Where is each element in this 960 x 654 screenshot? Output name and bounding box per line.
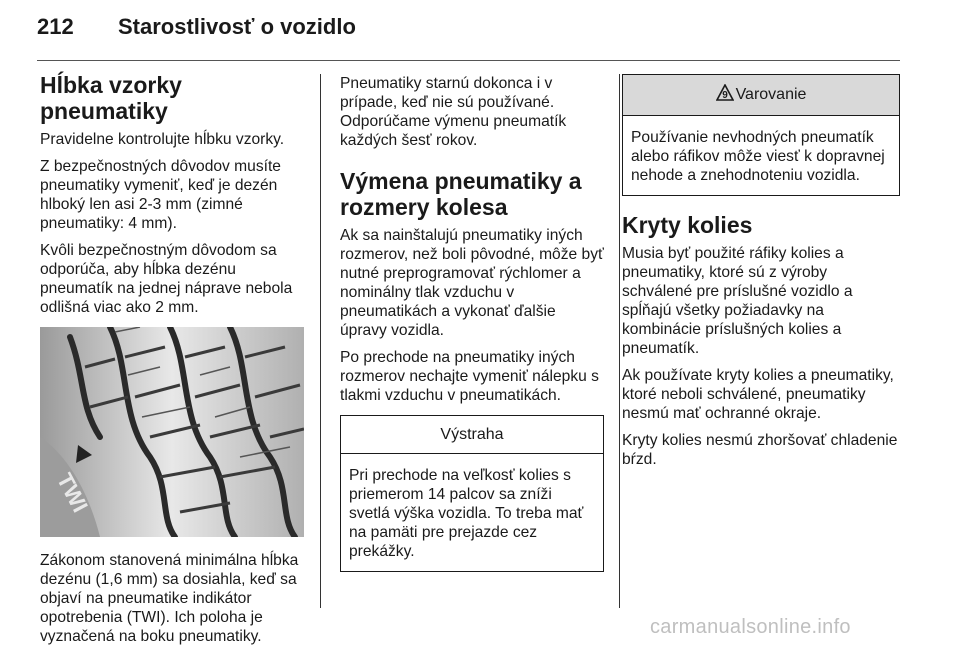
paragraph: Pravidelne kontrolujte hĺbku vzorky. — [40, 131, 285, 148]
twi-label: TWI — [51, 469, 93, 517]
warning-title: Varovanie — [735, 86, 807, 103]
header-rule — [37, 60, 900, 61]
column-divider-2 — [619, 74, 620, 608]
section-heading-wheel-covers: Kryty kolies — [622, 212, 753, 238]
paragraph: Z bezpečnostných dôvodov musíte pneumatiky vymeniť, keď je dezén hlboký len asi 2-3 mm (zimné pneumatiky: 4 mm). — [40, 158, 281, 232]
tire-tread-figure — [40, 327, 304, 537]
figure-caption: Zákonom stanovená minimálna hĺbka dezénu (1,6 mm) sa dosiahla, keď sa objaví na pneumatike indikátor opotrebenia (TWI). Ich poloha je vyznačená na boku pneumatiky. — [40, 552, 299, 645]
warning-symbol: 9 — [721, 90, 728, 101]
warning-box — [622, 74, 900, 196]
column-divider-1 — [320, 74, 321, 608]
warning-header — [623, 75, 899, 116]
section-heading-tire-change: Výmena pneumatiky a rozmery kolesa — [340, 168, 582, 220]
tire-tread-illustration — [40, 327, 304, 537]
paragraph: Po prechode na pneumatiky iných rozmerov nechajte vymeniť nálepku s tlakmi vzduchu v pneumatikách. — [340, 349, 599, 404]
paragraph: Pneumatiky starnú dokonca i v prípade, keď nie sú používané. Odporúčame výmenu pneumatík každých šesť rokov. — [340, 75, 567, 149]
watermark: carmanualsonline.info — [650, 616, 851, 638]
page-number: 212 — [37, 14, 74, 39]
column-1 — [40, 70, 304, 654]
column-3 — [622, 74, 900, 477]
paragraph: Kvôli bezpečnostným dôvodom sa odporúča, aby hĺbka dezénu pneumatík na jednej náprave nebola odlišná viac ako 2 mm. — [40, 242, 293, 316]
paragraph: Ak sa nainštalujú pneumatiky iných rozmerov, než boli pôvodné, môže byť nutné preprogramovať rýchlomer a nominálny tlak vzduchu v pneumatikách a vykonať ďalšie úpravy vozidla. — [340, 227, 604, 339]
column-2 — [340, 74, 604, 584]
section-heading-tread-depth: Hĺbka vzorky pneumatiky — [40, 72, 182, 124]
paragraph: Musia byť použité ráfiky kolies a pneumatiky, ktoré sú z výroby schválené pre príslušné vozidlo a spĺňajú všetky požiadavky na kombinácie príslušných kolies a pneumatík. — [622, 245, 853, 357]
paragraph: Ak používate kryty kolies a pneumatiky, ktoré neboli schválené, pneumatiky nesmú mať ochranné okraje. — [622, 367, 894, 422]
warning-body: Používanie nevhodných pneumatík alebo ráfikov môže viesť k dopravnej nehode a znehodnoteniu vozidla. — [631, 129, 885, 184]
caution-body: Pri prechode na veľkosť kolies s priemerom 14 palcov sa zníži svetlá výška vozidla. To treba mať na pamäti pre prejazde cez prekážky. — [349, 467, 584, 560]
page-header-title: Starostlivosť o vozidlo — [118, 14, 356, 39]
caution-title: Výstraha — [341, 416, 603, 454]
warning-triangle-icon — [716, 84, 734, 106]
paragraph: Kryty kolies nesmú zhoršovať chladenie bŕzd. — [622, 432, 898, 468]
caution-box — [340, 415, 604, 572]
